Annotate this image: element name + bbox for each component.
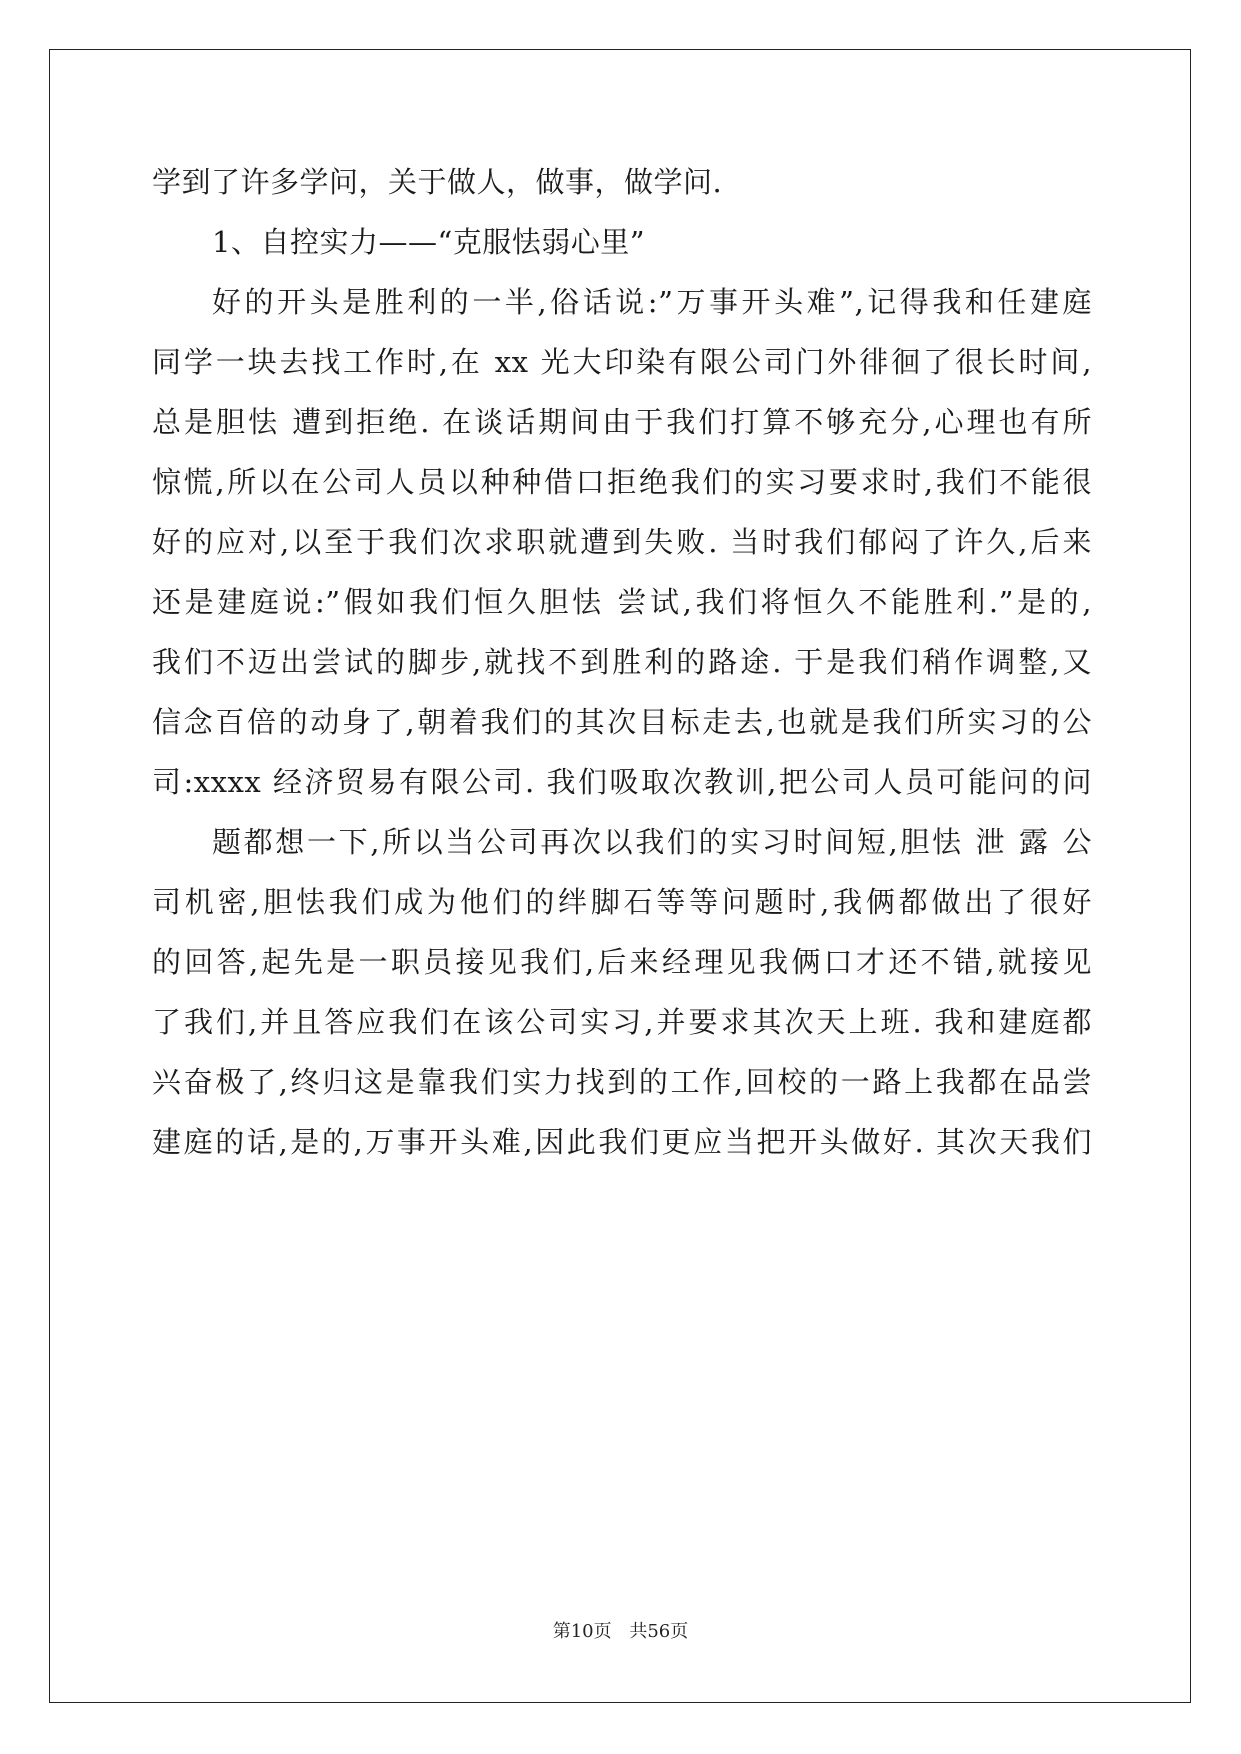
text-line: 好的应对,以至于我们次求职就遭到失败. 当时我们郁闷了许久,后来 bbox=[152, 525, 1092, 559]
text-line: 的回答,起先是一职员接见我们,后来经理见我俩口才还不错,就接见 bbox=[152, 945, 1092, 979]
section-heading: 1、自控实力——“克服怯弱心里” bbox=[212, 225, 646, 259]
page-total: 共56页 bbox=[629, 1621, 689, 1642]
text-line: 学到了许多学问，关于做人，做事，做学问. bbox=[152, 165, 723, 199]
text-line: 了我们,并且答应我们在该公司实习,并要求其次天上班. 我和建庭都 bbox=[152, 1005, 1092, 1039]
text-line: 司:xxxx 经济贸易有限公司. 我们吸取次教训,把公司人员可能问的问 bbox=[152, 765, 1092, 799]
text-line: 我们不迈出尝试的脚步,就找不到胜利的路途. 于是我们稍作调整,又 bbox=[152, 645, 1092, 679]
page-number: 第10页 bbox=[552, 1621, 612, 1642]
document-body bbox=[152, 152, 1092, 1172]
text-line: 司机密,胆怯我们成为他们的绊脚石等等问题时,我俩都做出了很好 bbox=[152, 885, 1092, 919]
text-line: 题都想一下,所以当公司再次以我们的实习时间短,胆怯 泄 露 公 bbox=[212, 825, 1092, 859]
text-line: 惊慌,所以在公司人员以种种借口拒绝我们的实习要求时,我们不能很 bbox=[152, 465, 1092, 499]
text-line: 建庭的话,是的,万事开头难,因此我们更应当把开头做好. 其次天我们 bbox=[152, 1125, 1092, 1159]
text-line: 同学一块去找工作时,在 xx 光大印染有限公司门外徘徊了很长时间, bbox=[152, 345, 1092, 379]
page-footer bbox=[0, 1617, 1241, 1643]
text-line: 还是建庭说:”假如我们恒久胆怯 尝试,我们将恒久不能胜利.”是的, bbox=[152, 585, 1092, 619]
text-line: 好的开头是胜利的一半,俗话说:”万事开头难”,记得我和任建庭 bbox=[212, 285, 1092, 319]
text-line: 兴奋极了,终归这是靠我们实力找到的工作,回校的一路上我都在品尝 bbox=[152, 1065, 1092, 1099]
text-line: 总是胆怯 遭到拒绝. 在谈话期间由于我们打算不够充分,心理也有所 bbox=[152, 405, 1092, 439]
text-line: 信念百倍的动身了,朝着我们的其次目标走去,也就是我们所实习的公 bbox=[152, 705, 1092, 739]
